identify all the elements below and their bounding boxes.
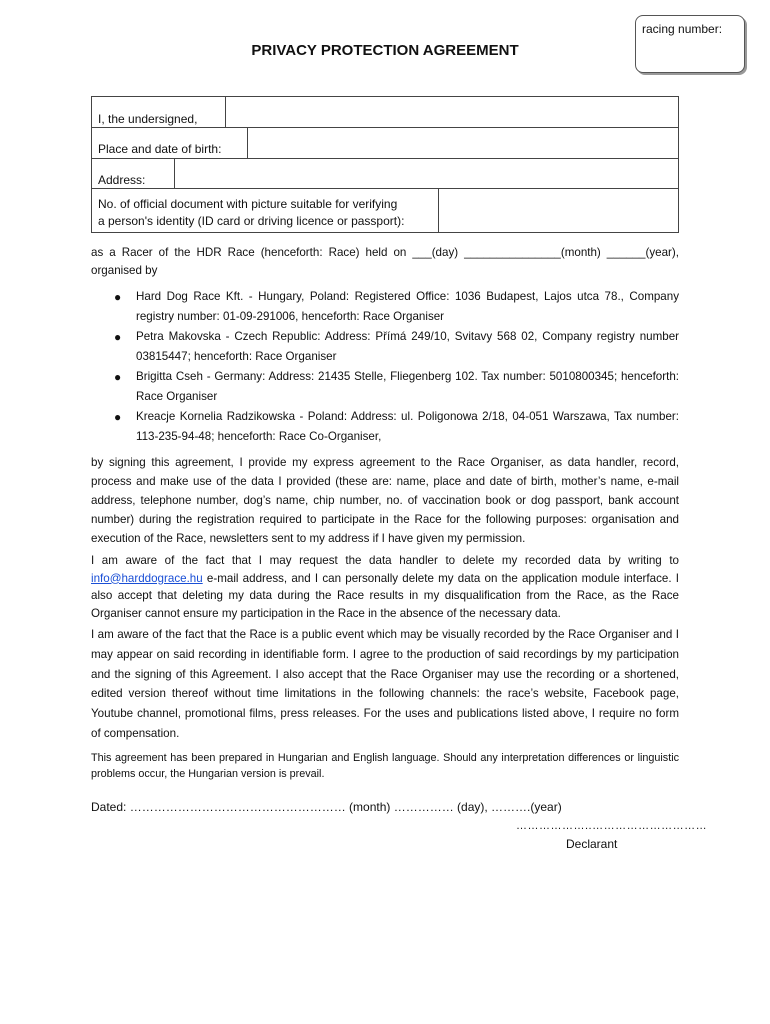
bullet-icon: ● [114,370,122,384]
bullet-icon: ● [114,330,122,344]
bullet-icon: ● [114,290,122,304]
consent-paragraph: by signing this agreement, I provide my express agreement to the Race Organiser, as data handler, record, process and make use of the data I provided (these are: name, place and date of birth, mother’s name, e-mail address, telephone number, dog’s name, chip number, no. of vaccination book or dog passport, bank account number) during the registration required to participate in the Race for the following purposes: organisation and execution of the Race, newsletters sent to my address if I have given my permission. [91,456,679,545]
organiser-item: ● Petra Makovska - Czech Republic: Address: Přímá 249/10, Svitavy 568 02, Company registry number 03815447; henceforth: Race Organiser [91,327,679,367]
document-label-line1: No. of official document with picture suitable for verifying [98,197,398,211]
page-title: PRIVACY PROTECTION AGREEMENT [251,42,519,59]
organiser-item: ● Brigitta Cseh - Germany: Address: 21435 Stelle, Fliegenberg 102. Tax number: 5010800345; henceforth: Race Organiser [91,367,679,407]
deletion-paragraph: I am aware of the fact that I may request the data handler to delete my recorded data by writing to info@harddograce.hu e-mail address, and I can personally delete my data on the application module interface. I also accept that deleting my data during the Race results in my disqualification from the Race, as the Race Organiser cannot ensure my participation in the Race in the absence of the necessary data. [91,554,679,620]
organiser-list [91,287,679,447]
document-field[interactable] [439,188,678,232]
declarant-label: Declarant [566,837,618,851]
intro-paragraph: as a Racer of the HDR Race (henceforth: Race) held on ___(day) _______________(month) ______(year), organised by [91,246,679,277]
address-field[interactable] [175,158,678,188]
signature-line[interactable]: ………………..………………………… [516,820,708,832]
document-label-line2: a person's identity (ID card or driving licence or passport): [98,214,405,228]
undersigned-field[interactable] [226,97,678,127]
racing-number-label: racing number: [642,22,723,36]
birth-field[interactable] [248,127,678,158]
address-label: Address: [98,173,146,187]
organiser-item: ● Hard Dog Race Kft. - Hungary, Poland: Registered Office: 1036 Budapest, Lajos utca 78., Company registry number: 01-09-291006, henceforth: Race Organiser [91,287,679,327]
birth-row [91,127,679,159]
birth-label: Place and date of birth: [98,142,222,156]
language-paragraph: This agreement has been prepared in Hungarian and English language. Should any interpretation differences or linguistic problems occur, the Hungarian version is prevail. [91,752,679,780]
dated-line: Dated: ……………………………………………… (month) …………… (day), ……….(year) [91,800,562,814]
document-row [91,188,679,233]
public-event-paragraph: I am aware of the fact that the Race is a public event which may be visually recorded by the Race Organiser and I may appear on said recording in identifiable form. I agree to the production of said recordings by my participation and the signing of this Agreement. I also accept that the Race Organiser may use the recording or a shortened, edited version thereof without time limitations in the following channels: the race’s website, Facebook page, Youtube channel, promotional films, press releases. For the uses and publications listed above, I require no form of compensation. [91,628,679,740]
email-link[interactable]: info@harddograce.hu [91,571,203,585]
undersigned-label: I, the undersigned, [98,112,198,126]
organiser-item: ● Kreacje Kornelia Radzikowska - Poland: Address: ul. Poligonowa 2/18, 04-051 Warszawa, Tax number: 113-235-94-48; henceforth: Race Co-Organiser, [91,407,679,447]
address-row [91,158,679,189]
bullet-icon: ● [114,410,122,424]
undersigned-row [91,96,679,128]
